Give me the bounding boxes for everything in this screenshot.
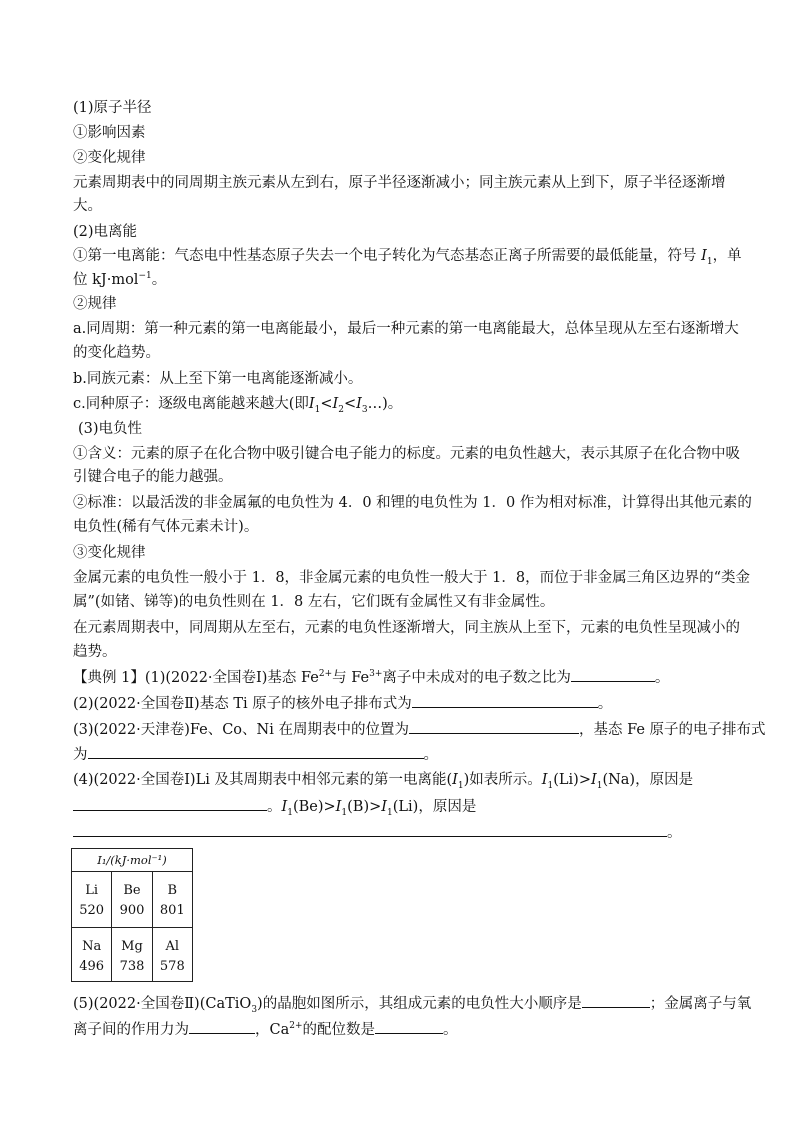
- paragraph-radius-trend-cont: 大。: [73, 198, 102, 214]
- paragraph-standard-cont: 电负性(稀有气体元素未计)。: [73, 519, 259, 535]
- question-2: (2)(2022·全国卷Ⅱ)基态 Ti 原子的核外电子排布式为 。: [73, 693, 612, 714]
- paragraph-definition: ①含义：元素的原子在化合物中吸引键合电子能力的标度。元素的电负性越大，表示其原子在化合物中吸: [73, 446, 740, 462]
- paragraph-same-period: a.同周期：第一种元素的第一电离能最小，最后一种元素的第一电离能最大，总体呈现从左至右逐渐增大: [73, 321, 739, 337]
- paragraph-metal-en-cont: 属”(如锗、锑等)的电负性则在 1．8 左右，它们既有金属性又有非金属性。: [73, 594, 555, 610]
- ionization-energy-table: [71, 848, 193, 982]
- paragraph-first-ionization: ①第一电离能：气态电中性基态原子失去一个电子转化为气态基态正离子所需要的最低能量，符号 $I_1$，单: [73, 248, 742, 267]
- paragraph-definition-cont: 引键合电子的能力越强。: [73, 469, 233, 485]
- heading-electronegativity: (3)电负性: [78, 421, 143, 437]
- table-cell: Al 578: [159, 939, 185, 974]
- answer-blank-4b[interactable]: [73, 822, 667, 837]
- answer-blank-3b[interactable]: [88, 744, 424, 759]
- answer-blank-5a[interactable]: [582, 993, 650, 1008]
- paragraph-radius-trend: 元素周期表中的同周期主族元素从左到右，原子半径逐渐减小；同主族元素从上到下，原子半径逐渐增: [73, 175, 726, 191]
- table-cell: Na 496: [72, 927, 112, 981]
- table-cell: Mg 738: [112, 927, 152, 981]
- subheading-rules: ②规律: [73, 296, 117, 312]
- question-4-blank-line: 。: [73, 822, 682, 843]
- table-cell: Be 900: [112, 871, 152, 927]
- question-4: (4)(2022·全国卷Ⅰ)Li 及其周期表中相邻元素的第一电离能$(I_1)$如表所示。$I_1(Li)>I_1(Na)$，原因是: [73, 772, 694, 791]
- subheading-factors: ①影响因素: [73, 125, 146, 141]
- paragraph-same-period-cont: 的变化趋势。: [73, 345, 160, 361]
- answer-blank-1[interactable]: [571, 667, 655, 682]
- heading-atomic-radius: (1)原子半径: [73, 100, 152, 116]
- question-5: (5)(2022·全国卷Ⅱ)(CaTiO$_3$)的晶胞如图所示，其组成元素的电负性大小顺序是 ；金属离子与氧: [73, 993, 751, 1014]
- answer-blank-4a[interactable]: [73, 796, 267, 811]
- question-1: 【典例 1】(1)(2022·全国卷Ⅰ)基态 $Fe^{2+}$与 $Fe^{3+}$离子中未成对的电子数之比为 。: [73, 667, 669, 688]
- paragraph-first-ionization-cont: 位 kJ·mol$^{-1}$。: [73, 271, 167, 288]
- paragraph-same-group: b.同族元素：从上至下第一电离能逐渐减小。: [73, 371, 363, 387]
- subheading-trend: ②变化规律: [73, 150, 146, 166]
- question-4-cont: 。$I_1(Be)>I_1(B)>I_1(Li)$，原因是: [73, 796, 476, 817]
- table-cell: Li 520: [72, 871, 112, 927]
- paragraph-standard: ②标准：以最活泼的非金属氟的电负性为 4．0 和锂的电负性为 1．0 作为相对标准，计算得出其他元素的: [73, 495, 752, 511]
- question-3: (3)(2022·天津卷)Fe、Co、Ni 在周期表中的位置为 ，基态 Fe 原子的电子排布式: [73, 719, 766, 740]
- table-header: I₁/(kJ·mol⁻¹): [72, 849, 192, 872]
- paragraph-periodic-en: 在元素周期表中，同周期从左至右，元素的电负性逐渐增大，同主族从上至下，元素的电负性呈现减小的: [73, 620, 740, 636]
- paragraph-metal-en: 金属元素的电负性一般小于 1．8，非金属元素的电负性一般大于 1．8，而位于非金属三角区边界的“类金: [73, 570, 751, 586]
- subheading-en-trend: ③变化规律: [73, 545, 146, 561]
- question-3-cont: 为 。: [73, 744, 438, 765]
- table-row: [72, 927, 192, 981]
- paragraph-same-atom: c.同种原子：逐级电离能越来越大(即$I_1<I_2<I_3\dots$)。: [73, 396, 403, 415]
- answer-blank-2[interactable]: [412, 693, 598, 708]
- question-5-cont: 离子间的作用力为 ，$Ca^{2+}$的配位数是 。: [73, 1019, 458, 1040]
- heading-ionization-energy: (2)电离能: [73, 224, 138, 240]
- answer-blank-5b[interactable]: [189, 1019, 255, 1034]
- answer-blank-3a[interactable]: [409, 719, 579, 734]
- answer-blank-5c[interactable]: [375, 1019, 443, 1034]
- table-row: [72, 871, 192, 928]
- table-cell: B 801: [159, 883, 185, 918]
- paragraph-periodic-en-cont: 趋势。: [73, 644, 117, 660]
